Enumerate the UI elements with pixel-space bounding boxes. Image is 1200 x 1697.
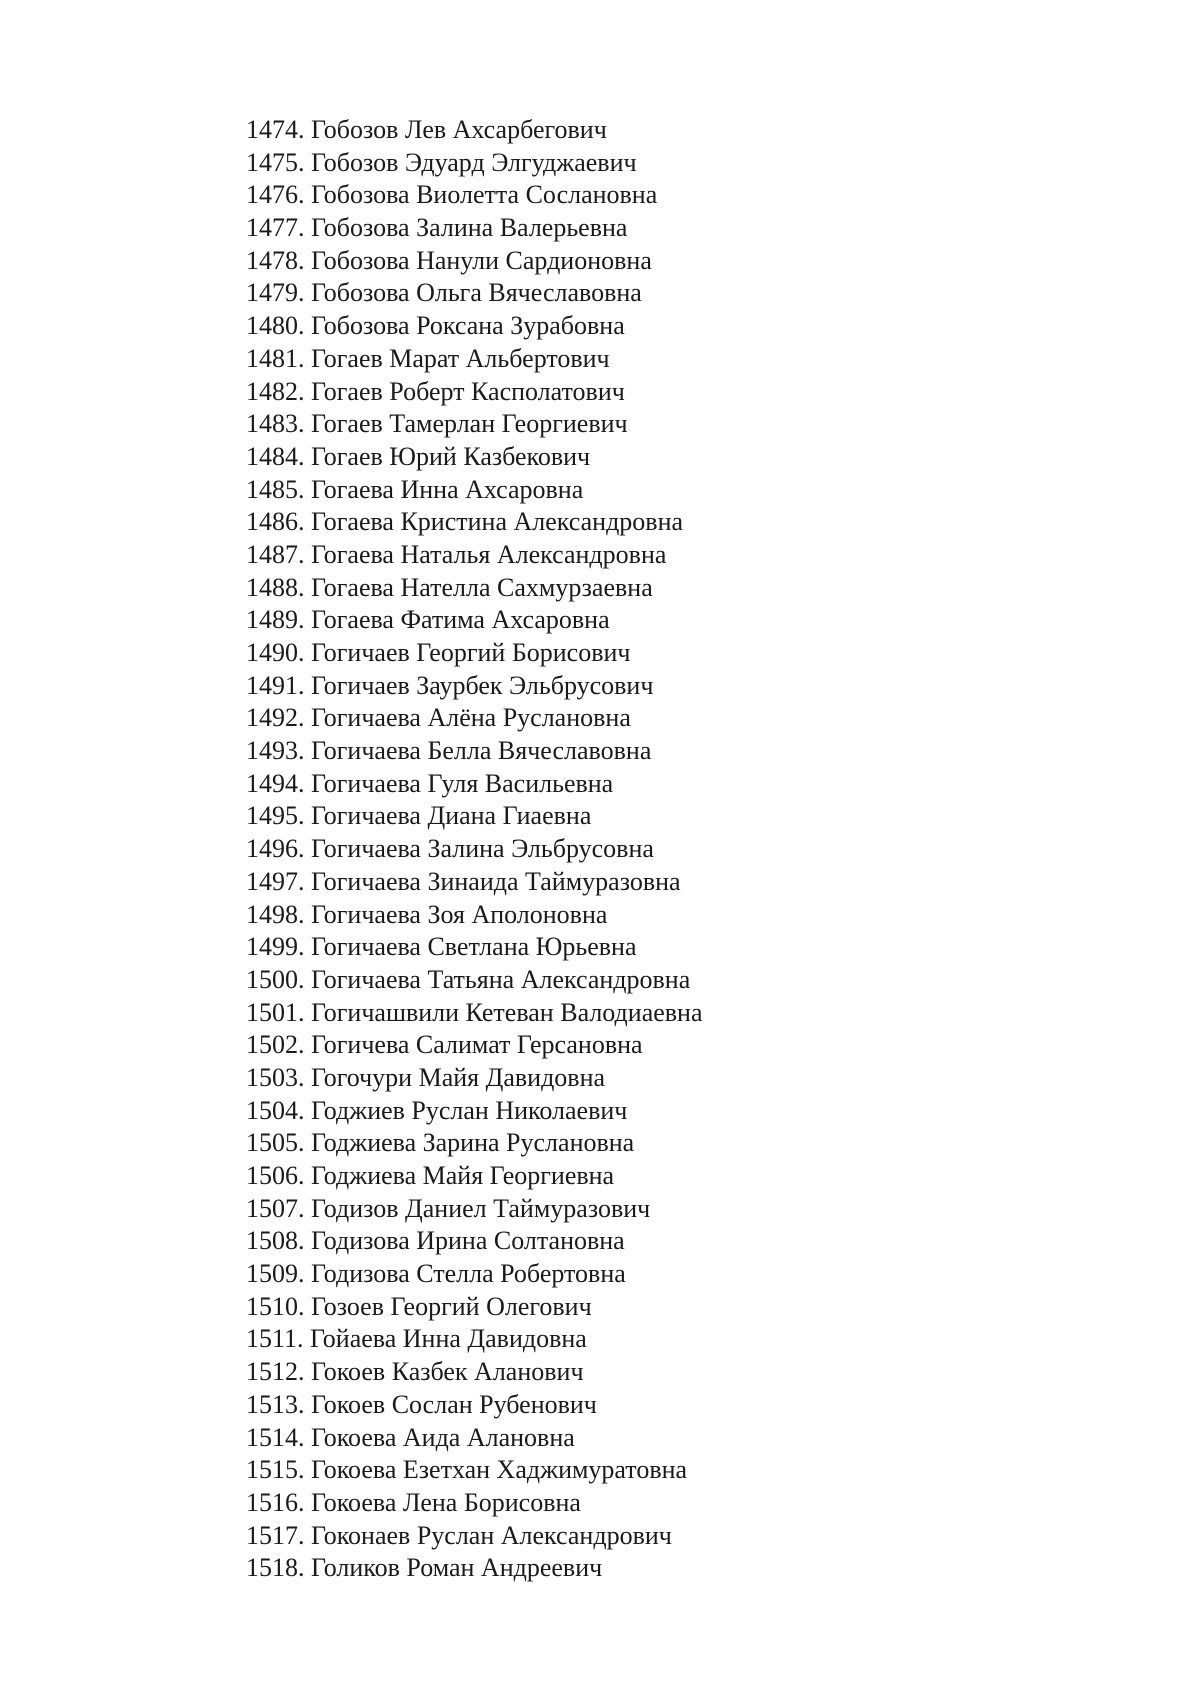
list-item: 1488. Гогаева Нателла Сахмурзаевна xyxy=(246,572,653,602)
list-item: 1486. Гогаева Кристина Александровна xyxy=(246,507,684,537)
list-item: 1502. Гогичева Салимат Герсановна xyxy=(246,1030,643,1060)
list-item: 1483. Гогаев Тамерлан Георгиевич xyxy=(246,409,628,439)
list-item: 1503. Гогочури Майя Давидовна xyxy=(246,1062,606,1092)
list-item: 1474. Гобозов Лев Ахсарбегович xyxy=(246,115,607,144)
list-item: 1518. Голиков Роман Андреевич xyxy=(246,1553,603,1583)
list-item: 1506. Годжиева Майя Георгиевна xyxy=(246,1161,615,1190)
list-item: 1475. Гобозов Эдуард Элгуджаевич xyxy=(246,147,637,177)
list-item: 1517. Гоконаев Руслан Александрович xyxy=(246,1520,672,1550)
list-item: 1498. Гогичаева Зоя Аполоновна xyxy=(246,899,608,929)
list-item: 1479. Гобозова Ольга Вячеславовна xyxy=(246,278,642,308)
list-item: 1490. Гогичаев Георгий Борисович xyxy=(246,638,631,667)
list-item: 1489. Гогаева Фатима Ахсаровна xyxy=(246,605,610,635)
list-item: 1500. Гогичаева Татьяна Александровна xyxy=(246,964,691,994)
list-item: 1481. Гогаев Марат Альбертович xyxy=(246,343,610,373)
list-item: 1509. Годизова Стелла Робертовна xyxy=(246,1259,626,1289)
list-item: 1494. Гогичаева Гуля Васильевна xyxy=(246,768,614,798)
list-item: 1476. Гобозова Виолетта Сослановна xyxy=(246,180,658,210)
list-item: 1504. Годжиев Руслан Николаевич xyxy=(246,1095,628,1125)
list-item: 1507. Годизов Даниел Таймуразович xyxy=(246,1193,651,1223)
list-item: 1505. Годжиева Зарина Руслановна xyxy=(246,1128,635,1158)
list-item: 1493. Гогичаева Белла Вячеславовна xyxy=(246,736,652,766)
list-item: 1497. Гогичаева Зинаида Таймуразовна xyxy=(246,866,681,896)
list-item: 1510. Гозоев Георгий Олегович xyxy=(246,1291,592,1321)
list-item: 1515. Гокоева Езетхан Хаджимуратовна xyxy=(246,1455,688,1485)
list-item: 1478. Гобозова Нанули Сардионовна xyxy=(246,245,652,275)
list-item: 1477. Гобозова Залина Валерьевна xyxy=(246,213,628,243)
list-item: 1499. Гогичаева Светлана Юрьевна xyxy=(246,932,637,962)
list-item: 1514. Гокоева Аида Алановна xyxy=(246,1422,575,1452)
list-item: 1508. Годизова Ирина Солтановна xyxy=(246,1226,625,1256)
list-item: 1491. Гогичаев Заурбек Эльбрусович xyxy=(246,670,654,700)
name-list xyxy=(246,114,703,1585)
list-item: 1511. Гойаева Инна Давидовна xyxy=(246,1324,587,1354)
list-item: 1492. Гогичаева Алёна Руслановна xyxy=(246,703,631,733)
list-item: 1501. Гогичашвили Кетеван Валодиаевна xyxy=(246,997,703,1027)
list-item: 1516. Гокоева Лена Борисовна xyxy=(246,1487,581,1517)
list-item: 1496. Гогичаева Залина Эльбрусовна xyxy=(246,834,654,864)
list-item: 1487. Гогаева Наталья Александровна xyxy=(246,539,667,569)
list-item: 1482. Гогаев Роберт Касполатович xyxy=(246,376,625,406)
list-item: 1513. Гокоев Сослан Рубенович xyxy=(246,1389,597,1419)
list-item: 1495. Гогичаева Диана Гиаевна xyxy=(246,801,592,831)
list-item: 1512. Гокоев Казбек Аланович xyxy=(246,1357,584,1387)
list-item: 1484. Гогаев Юрий Казбекович xyxy=(246,441,591,471)
list-item: 1485. Гогаева Инна Ахсаровна xyxy=(246,474,584,504)
list-item: 1480. Гобозова Роксана Зурабовна xyxy=(246,311,625,341)
